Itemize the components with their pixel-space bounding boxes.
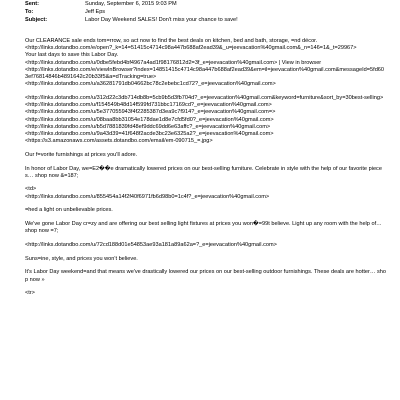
body-link[interactable]: <http://links.dotandbo.com/u/855454a14f2f40f6971fb6d98b0=1c4f?_e=jeevacation%40gmail.com> (25, 193, 270, 200)
body-paragraph (25, 207, 386, 214)
header-key: To: (25, 9, 34, 15)
body-text: In honor of Labor Day, we=E2��e dramatically lowered prices on our best-selling furniture. Celebrate in style with the help of our favorite pieces… shop now &=187; (25, 165, 382, 179)
body-link[interactable]: <http://links.dotandbo.com/u/9a43d39=41f648f2acde3bc23e6325a2?_e=jeevacation%40gmail.com> (25, 130, 274, 137)
body-link[interactable]: <http://links.dotandbo.com/u/72cd188d01e54853ae93a181a89a62a=?_e=jeevacation%40gmail.com> (25, 241, 277, 248)
body-text: Our CLEARANCE sale ends tom=rrow, so act now to find the best deals on kitchen, bed and bath, storage, =nd décor. (25, 38, 318, 44)
body-text: Your last days to save this Labor Day. (25, 52, 119, 59)
body-text: <tr> (25, 290, 35, 297)
header-sent-row (25, 0, 386, 8)
body-paragraph (25, 221, 386, 235)
header-value: Labor Day Weekend SALES! Don't miss your chance to save! (85, 17, 238, 23)
header-subject-row (25, 16, 386, 24)
body-paragraph (25, 186, 386, 200)
body-link[interactable]: <http://links.dotandbo.com/e/open?_k=14=51415c4714c98a447b688af2ead39&_u=jeevacation%40gmail.com&_n=146=1&_t=29967> (25, 45, 357, 52)
body-link[interactable]: <http://links.dotandbo.com/u/08baa8bb31054e178dae1d8e7cfd5fd0?_e=jeevacation%40gmail.com> (25, 116, 274, 123)
body-text: =hed a light on unbelievable prices. (25, 207, 113, 214)
body-link[interactable]: <http://links.dotandbo.com/u/5e377055943f4f2285387d3ea9c7f914?_e=jeevacation%40gmail.com=> (25, 109, 276, 116)
email-header (25, 0, 386, 24)
body-link[interactable]: <http://links.dotandbo.com/u/b5d7881839fd48ef9ddc69dd6e63affc?_e=jeevacation%40gmail.com> (25, 123, 271, 130)
header-value: Jeff Eps (85, 9, 106, 15)
header-key: Subject: (25, 17, 48, 23)
body-paragraph (25, 242, 386, 249)
body-text: It's Labor Day weekend=and that means we've drastically lowered our prices on our best-selling outdoor furnishings. These deals are hotter… shop now » (25, 269, 387, 283)
header-value: Sunday, September 6, 2015 9:03 PM (85, 1, 177, 7)
body-paragraph (25, 95, 386, 145)
body-link[interactable]: <http://links.dotandbo.com/u/f154549b48d14f599fd731bbc17169cd?_e=jeevacation%40gmail.com> (25, 102, 272, 109)
email-body (25, 38, 386, 297)
body-paragraph (25, 256, 386, 263)
header-to-row (25, 8, 386, 16)
body-link[interactable]: <http://links.dotandbo.com/u/312d22c3db714db8b=5cb9b5d3fb704d?_e=jeevacation%40gmail.com&keyword=furniture&sort_by=30best-selling> (25, 94, 384, 101)
body-text: <td> (25, 186, 37, 193)
body-text: Our f=vorite furnishings at prices you'll adore. (25, 151, 138, 158)
body-paragraph (25, 166, 386, 180)
body-paragraph (25, 269, 386, 283)
body-link[interactable]: <https://s3.amazonaws.com/assets.dotandbo.com/email/em-090715_=.jpg> (25, 138, 213, 145)
body-text: We've gone Labor Day cr=zy and are offering our best selling light fixtures at prices you won�=99t believe. Light up any room with the help of… shop now =7; (25, 221, 382, 235)
body-paragraph (25, 152, 386, 159)
body-link[interactable]: <http://links.dotandbo.com/u/a36281791db04662bc78c2ebebc1cd72?_e=jeevacation%40gmail.com> (25, 81, 276, 88)
body-link[interactable]: <http://links.dotandbo.com/e/viewInBrowser?index=14851415c4714c98a447b688af2ead39&em=il=jeevacation%40gmail.com&messageId=5fd603ef76814846b4891642c20b33f5&a=dTracking=true> (25, 66, 385, 81)
body-paragraph (25, 290, 386, 297)
body-paragraph (25, 38, 386, 88)
body-link[interactable]: <http://links.dotandbo.com/u/0dbe5febd4bf4967a4ad1f98176812d2=3f_e=jeevacation%40gmail.com> | View in browser (25, 59, 322, 66)
body-text: Suns=ine, style, and prices you won't believe. (25, 255, 138, 262)
header-key: Sent: (25, 1, 39, 7)
